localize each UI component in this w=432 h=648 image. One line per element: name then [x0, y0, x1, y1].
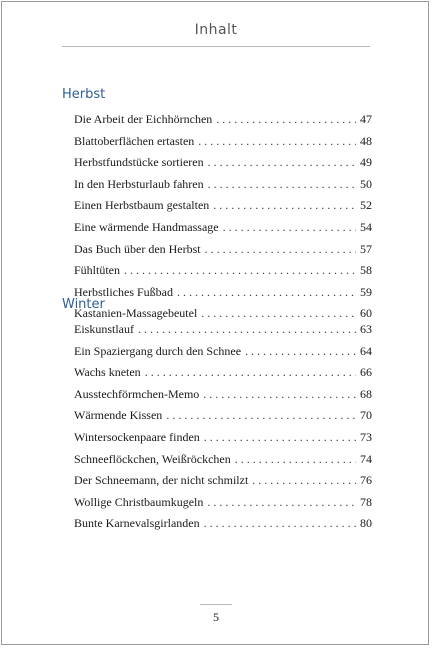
toc-leader-dots	[207, 492, 356, 514]
toc-entry[interactable]	[74, 513, 372, 535]
toc-entry-page: 49	[360, 155, 372, 170]
toc-entry[interactable]	[74, 131, 372, 153]
toc-entry-page: 66	[360, 365, 372, 380]
toc-entry-title: Die Arbeit der Eichhörnchen	[74, 112, 213, 126]
toc-leader-dots	[138, 319, 356, 341]
footer-divider	[200, 604, 232, 605]
toc-entry[interactable]	[74, 449, 372, 471]
toc-leader-dots	[204, 513, 356, 535]
section-winter	[62, 296, 372, 535]
toc-entry-page: 73	[360, 429, 372, 444]
toc-entry-page: 48	[360, 133, 372, 148]
toc-entry-title: Fühltüten	[74, 263, 121, 278]
toc-leader-dots	[208, 152, 356, 174]
toc-entry[interactable]	[74, 492, 372, 514]
toc-entry[interactable]	[74, 217, 372, 239]
toc-leader-dots	[216, 109, 356, 131]
toc-entry-page: 58	[360, 263, 372, 278]
toc-entry-title: Blattoberflächen ertasten	[74, 133, 195, 148]
toc-entry[interactable]	[74, 362, 372, 384]
toc-leader-dots	[204, 427, 356, 449]
toc-leader-dots	[198, 131, 356, 153]
toc-entry-title: Eiskunstlauf	[74, 322, 134, 336]
toc-leader-dots	[208, 174, 356, 196]
toc-entry-page: 47	[360, 112, 372, 126]
toc-entry[interactable]	[74, 427, 372, 449]
toc-entry[interactable]	[74, 260, 372, 282]
toc-entry-page: 64	[360, 343, 372, 358]
section-heading: Herbst	[62, 87, 106, 102]
toc-entry[interactable]	[74, 405, 372, 427]
page-title: Inhalt	[194, 22, 238, 38]
toc-leader-dots	[205, 239, 356, 261]
section-herbst	[62, 86, 372, 325]
section-heading: Winter	[62, 297, 105, 312]
toc-entry-title: Wollige Christbaumkugeln	[74, 494, 204, 509]
toc-leader-dots	[235, 449, 356, 471]
toc-entry-page: 54	[360, 219, 372, 234]
toc-entry-title: Ausstechförmchen-Memo	[74, 386, 200, 401]
toc-leader-dots	[203, 384, 356, 406]
toc-entry-page: 76	[360, 473, 372, 488]
toc-entry-page: 50	[360, 176, 372, 191]
toc-entry-title: Eine wärmende Handmassage	[74, 219, 219, 234]
toc-entry-page: 52	[360, 198, 372, 213]
toc-entry[interactable]	[74, 384, 372, 406]
toc-entry[interactable]	[74, 319, 372, 341]
toc-leader-dots	[166, 405, 356, 427]
toc-leader-dots	[124, 260, 356, 282]
toc-entry[interactable]	[74, 109, 372, 131]
toc-entry-title: Wärmende Kissen	[74, 408, 163, 423]
toc-leader-dots	[213, 195, 356, 217]
toc-entry-page: 60	[360, 306, 372, 321]
toc-leader-dots	[252, 470, 356, 492]
header-divider	[62, 46, 370, 47]
toc-entry-title: Herbstliches Fußbad	[74, 284, 173, 299]
toc-leader-dots	[223, 217, 356, 239]
toc-entry[interactable]	[74, 470, 372, 492]
toc-entry-page: 63	[360, 322, 372, 336]
toc-entry-title: Schneeflöckchen, Weißröckchen	[74, 451, 231, 466]
toc-entry-page: 68	[360, 386, 372, 401]
toc-entry-title: Wachs kneten	[74, 365, 141, 380]
toc-leader-dots	[145, 362, 356, 384]
toc-list	[62, 319, 372, 535]
toc-entry-title: Kastanien-Massagebeutel	[74, 306, 198, 321]
toc-entry-title: Einen Herbstbaum gestalten	[74, 198, 210, 213]
toc-entry-title: Bunte Karnevalsgirlanden	[74, 516, 200, 531]
toc-entry-title: Das Buch über den Herbst	[74, 241, 201, 256]
toc-leader-dots	[245, 341, 356, 363]
toc-entry-title: In den Herbsturlaub fahren	[74, 176, 204, 191]
toc-entry[interactable]	[74, 174, 372, 196]
toc-entry-page: 78	[360, 494, 372, 509]
toc-entry[interactable]	[74, 152, 372, 174]
toc-entry-page: 80	[360, 516, 372, 531]
toc-entry-title: Der Schneemann, der nicht schmilzt	[74, 473, 249, 488]
toc-list	[62, 109, 372, 325]
toc-entry-title: Wintersockenpaare finden	[74, 429, 200, 444]
toc-entry-page: 57	[360, 241, 372, 256]
toc-entry-page: 59	[360, 284, 372, 299]
toc-entry[interactable]	[74, 239, 372, 261]
toc-entry[interactable]	[74, 341, 372, 363]
toc-entry-page: 74	[360, 451, 372, 466]
page-number: 5	[213, 610, 219, 624]
toc-entry-title: Herbstfundstücke sortieren	[74, 155, 204, 170]
toc-entry[interactable]	[74, 195, 372, 217]
toc-entry-title: Ein Spaziergang durch den Schnee	[74, 343, 242, 358]
toc-entry-page: 70	[360, 408, 372, 423]
